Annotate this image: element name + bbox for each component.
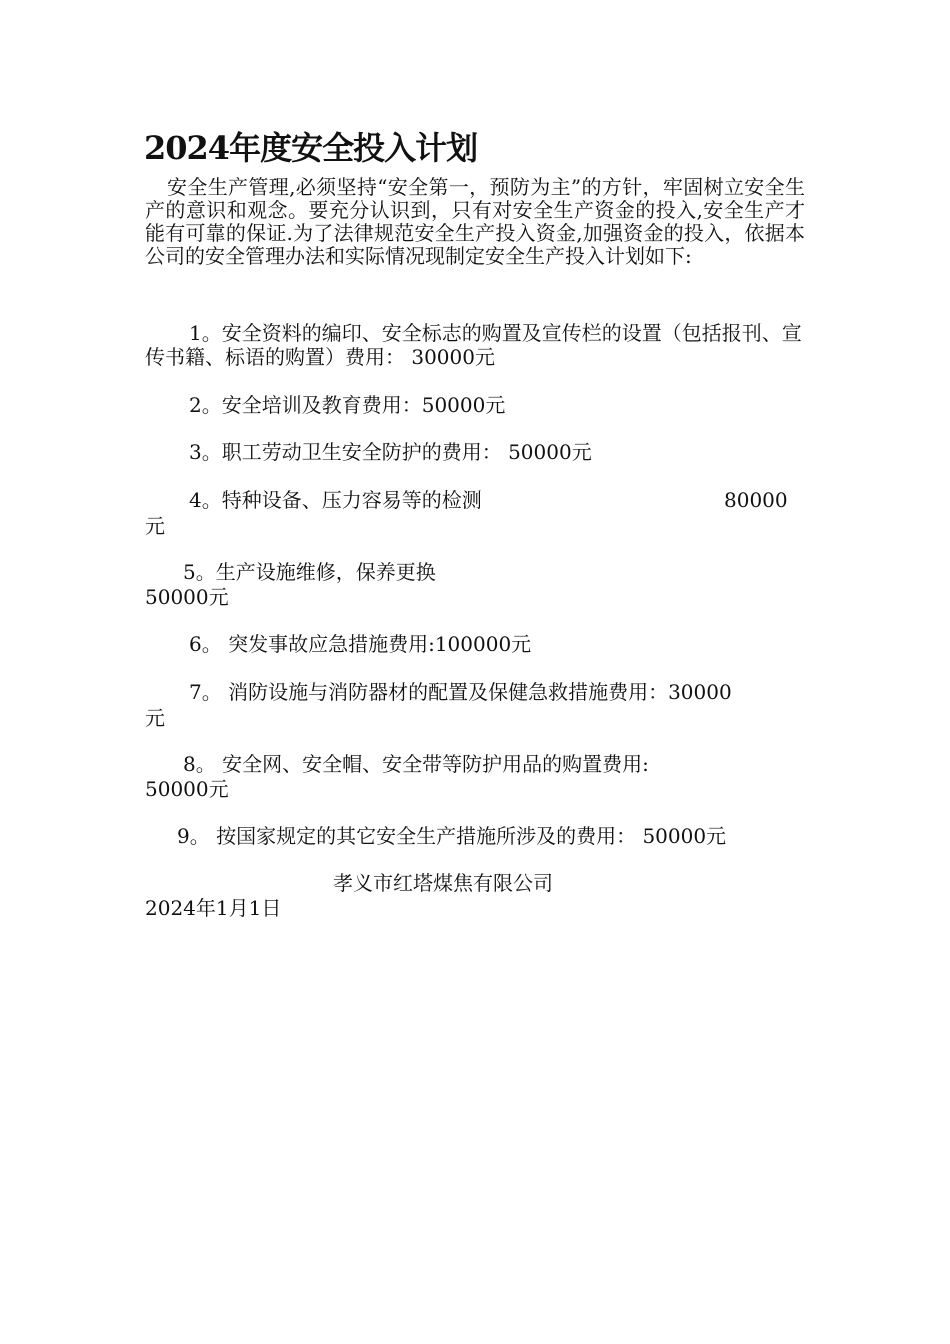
plan-item-3: 3。职工劳动卫生安全防护的费用： 50000元 (189, 440, 592, 464)
plan-item-5: 5。生产设施维修，保养更换 (183, 560, 436, 584)
plan-item-8-amount: 50000元 (145, 777, 229, 801)
plan-item-8: 8。 安全网、安全帽、安全带等防护用品的购置费用: (183, 752, 649, 776)
plan-item-6: 6。 突发事故应急措施费用:100000元 (189, 632, 532, 656)
plan-item-7: 7。 消防设施与消防器材的配置及保健急救措施费用：30000 (189, 680, 732, 704)
company-name: 孝义市红塔煤焦有限公司 (333, 871, 553, 895)
plan-item-5-amount: 50000元 (145, 585, 229, 609)
plan-item-1: 1。安全资料的编印、安全标志的购置及宣传栏的设置（包括报刊、宣传书籍、标语的购置）费用： 30000元 (145, 321, 802, 369)
plan-item-4: 4。特种设备、压力容易等的检测 (189, 488, 482, 512)
document-date: 2024年1月1日 (145, 896, 282, 920)
plan-item-4-unit: 元 (145, 514, 165, 538)
intro-paragraph: 安全生产管理,必须坚持“安全第一，预防为主”的方针，牢固树立安全生产的意识和观念。要充分认识到，只有对安全生产资金的投入,安全生产才能有可靠的保证.为了法律规范安全生产投入资金,加强资金的投入，依据本公司的安全管理办法和实际情况现制定安全生产投入计划如下: (145, 175, 805, 268)
document-title: 2024年度安全投入计划 (144, 129, 478, 167)
plan-item-7-unit: 元 (145, 706, 165, 730)
plan-item-4-amount: 80000 (724, 488, 788, 512)
plan-item-9: 9。 按国家规定的其它安全生产措施所涉及的费用： 50000元 (177, 824, 727, 848)
plan-item-2: 2。安全培训及教育费用：50000元 (189, 393, 506, 417)
